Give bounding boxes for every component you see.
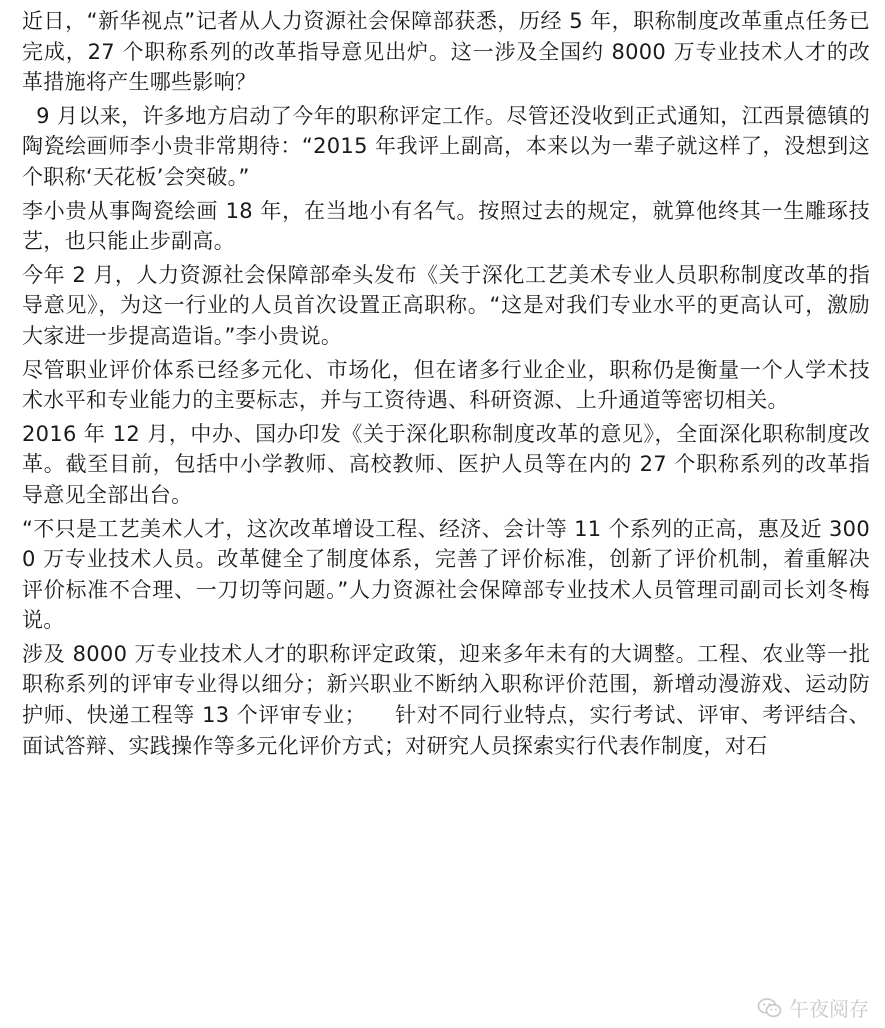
watermark xyxy=(757,993,869,1022)
paragraph-1: 近日，“新华视点”记者从人力资源社会保障部获悉，历经 5 年，职称制度改革重点任务已完成，27 个职称系列的改革指导意见出炉。这一涉及全国约 8000 万专业技术人才的改革措施将产生哪些影响？ xyxy=(22,9,870,95)
paragraph-3: 李小贵从事陶瓷绘画 18 年，在当地小有名气。按照过去的规定，就算他终其一生雕琢技艺，也只能止步副高。 xyxy=(22,198,870,254)
paragraph-7: “不只是工艺美术人才，这次改革增设工程、经济、会计等 11 个系列的正高，惠及近 3000 万专业技术人员。改革健全了制度体系，完善了评价标准，创新了评价机制，着重解决评价标准不合理、一刀切等问题。”人力资源社会保障部专业技术人员管理司副司长刘冬梅说。 xyxy=(22,516,870,633)
article-body xyxy=(22,6,870,764)
wechat-icon xyxy=(757,995,783,1021)
paragraph-5: 尽管职业评价体系已经多元化、市场化，但在诸多行业企业，职称仍是衡量一个人学术技术水平和专业能力的主要标志，并与工资待遇、科研资源、上升通道等密切相关。 xyxy=(22,357,870,413)
paragraph-6: 2016 年 12 月，中办、国办印发《关于深化职称制度改革的意见》，全面深化职称制度改革。截至目前，包括中小学教师、高校教师、医护人员等在内的 27 个职称系列的改革指导意见全部出台。 xyxy=(22,421,870,507)
watermark-text: 午夜阅存 xyxy=(789,997,869,1021)
paragraph-4: 今年 2 月，人力资源社会保障部牵头发布《关于深化工艺美术专业人员职称制度改革的指导意见》，为这一行业的人员首次设置正高职称。“这是对我们专业水平的更高认可，激励大家进一步提高造诣。”李小贵说。 xyxy=(22,262,870,348)
paragraph-8: 涉及 8000 万专业技术人才的职称评定政策，迎来多年未有的大调整。工程、农业等一批职称系列的评审专业得以细分；新兴职业不断纳入职称评价范围，新增动漫游戏、运动防护师、快递工程等 13 个评审专业； 针对不同行业特点，实行考试、评审、考评结合、面试答辩、实践操作等多元化评价方式；对研究人员探索实行代表作制度，对石 xyxy=(22,641,870,758)
paragraph-2: 9 月以来，许多地方启动了今年的职称评定工作。尽管还没收到正式通知，江西景德镇的陶瓷绘画师李小贵非常期待：“2015 年我评上副高，本来以为一辈子就这样了，没想到这个职称‘天花板’会突破。” xyxy=(22,103,870,189)
